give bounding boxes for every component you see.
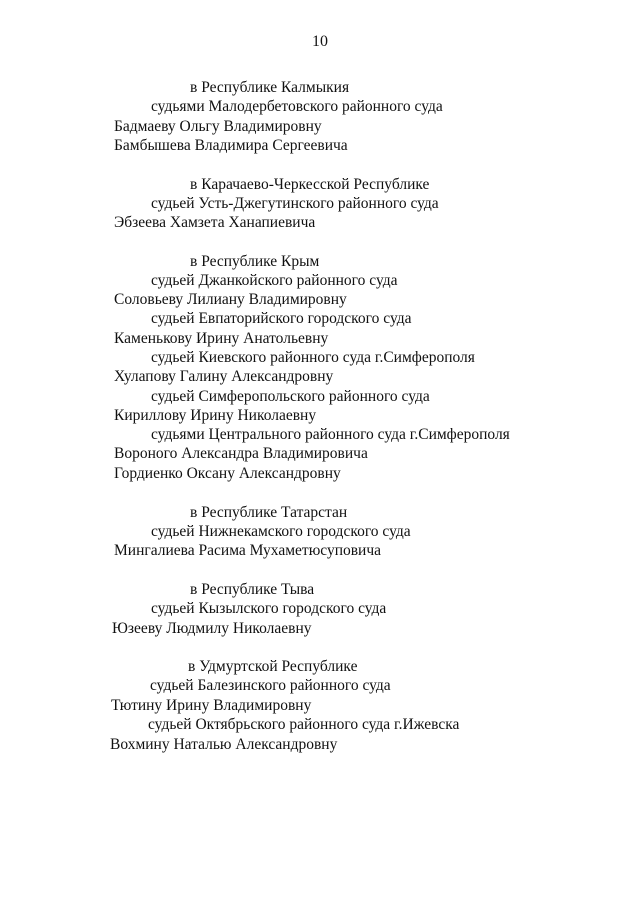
region-heading: в Республике Крым — [190, 253, 320, 270]
judge-name: Юзееву Людмилу Николаевну — [112, 620, 312, 637]
judge-name: Хулапову Галину Александровну — [114, 368, 334, 385]
court-line: судьей Балезинского районного суда — [150, 677, 391, 694]
court-line: судьей Джанкойского районного суда — [151, 272, 398, 289]
judge-name: Гордиенко Оксану Александровну — [114, 465, 341, 482]
judge-name: Тютину Ирину Владимировну — [111, 697, 312, 714]
court-line: судьей Симферопольского районного суда — [151, 388, 430, 405]
court-line: судьей Нижнекамского городского суда — [151, 523, 411, 540]
region-heading: в Карачаево-Черкесской Республике — [190, 176, 430, 193]
court-line: судьей Кызылского городского суда — [151, 600, 387, 617]
court-line: судьей Октябрьского районного суда г.Ижевска — [148, 716, 460, 733]
region-heading: в Удмуртской Республике — [188, 658, 358, 675]
region-heading: в Республике Татарстан — [190, 504, 348, 521]
court-line: судьей Киевского районного суда г.Симферополя — [151, 349, 475, 366]
judge-name: Эбзеева Хамзета Ханапиевича — [114, 214, 316, 231]
page-number: 10 — [312, 33, 328, 50]
judge-name: Вороного Александра Владимировича — [114, 445, 368, 462]
court-line: судьей Евпаторийского городского суда — [151, 310, 412, 327]
region-heading: в Республике Калмыкия — [190, 79, 350, 96]
judge-name: Мингалиева Расима Мухаметюсуповича — [114, 542, 382, 559]
judge-name: Кириллову Ирину Николаевну — [114, 407, 317, 424]
judge-name: Вохмину Наталью Александровну — [110, 736, 338, 753]
judge-name: Соловьеву Лилиану Владимировну — [114, 291, 347, 308]
court-line: судьей Усть-Джегутинского районного суда — [151, 195, 439, 212]
region-heading: в Республике Тыва — [190, 581, 315, 598]
judge-name: Бадмаеву Ольгу Владимировну — [114, 118, 322, 135]
judge-name: Каменькову Ирину Анатольевну — [114, 330, 329, 347]
court-line: судьями Центрального районного суда г.Симферополя — [151, 426, 510, 443]
court-line: судьями Малодербетовского районного суда — [151, 98, 443, 115]
judge-name: Бамбышева Владимира Сергеевича — [114, 137, 348, 154]
